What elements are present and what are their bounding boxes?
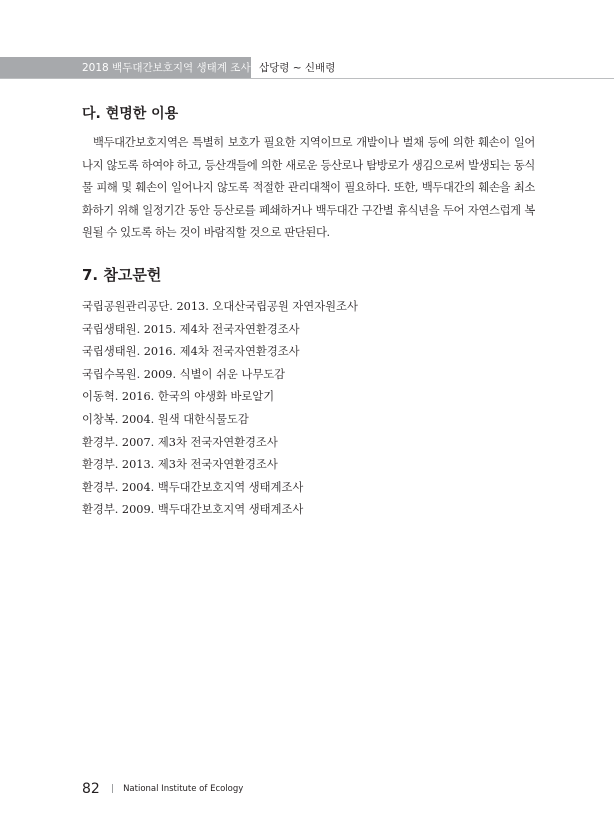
reference-item: 국립생태원. 2015. 제4차 전국자연환경조사: [82, 322, 300, 336]
page-number: 82: [82, 781, 100, 797]
reference-item: 환경부. 2007. 제3차 전국자연환경조사: [82, 435, 278, 449]
running-header: [0, 57, 614, 79]
reference-item: 국립수목원. 2009. 식별이 쉬운 나무도감: [82, 367, 286, 381]
reference-item: 이창복. 2004. 원색 대한식물도감: [82, 412, 249, 426]
page-footer: [82, 778, 243, 800]
reference-item: 환경부. 2013. 제3차 전국자연환경조사: [82, 458, 278, 472]
section-range: 삽당령 ~ 신배령: [259, 62, 336, 74]
reference-list: [82, 296, 358, 522]
footer-separator: |: [110, 784, 114, 794]
reference-item: 환경부. 2004. 백두대간보호지역 생태계조사: [82, 480, 304, 494]
report-title: 2018 백두대간보호지역 생태계 조사: [82, 62, 251, 74]
subsection-heading: 다. 현명한 이용: [82, 106, 179, 122]
body-paragraph: 백두대간보호지역은 특별히 보호가 필요한 지역이므로 개발이나 벌채 등에 의한 훼손이 일어나지 않도록 하여야 하고, 등산객들에 의한 새로운 등산로나 탐방로가 생김으로써 발생되는 동식물 피해 및 훼손이 일어나지 않도록 적절한 관리대책이 필요하다. 또한, 백두대간의 훼손을 최소화하기 위해 일정기간 동안 등산로를 폐쇄하거나 백두대간 구간별 휴식년을 두어 자연스럽게 복원될 수 있도록 하는 것이 바람직할 것으로 판단된다.: [82, 136, 535, 240]
footer-organization: National Institute of Ecology: [123, 784, 244, 794]
reference-item: 국립공원관리공단. 2013. 오대산국립공원 자연자원조사: [82, 300, 358, 313]
section-heading: 7. 참고문헌: [82, 266, 162, 284]
reference-item: 환경부. 2009. 백두대간보호지역 생태계조사: [82, 503, 304, 517]
reference-item: 국립생태원. 2016. 제4차 전국자연환경조사: [82, 345, 300, 359]
reference-item: 이동혁. 2016. 한국의 야생화 바로알기: [82, 390, 275, 404]
